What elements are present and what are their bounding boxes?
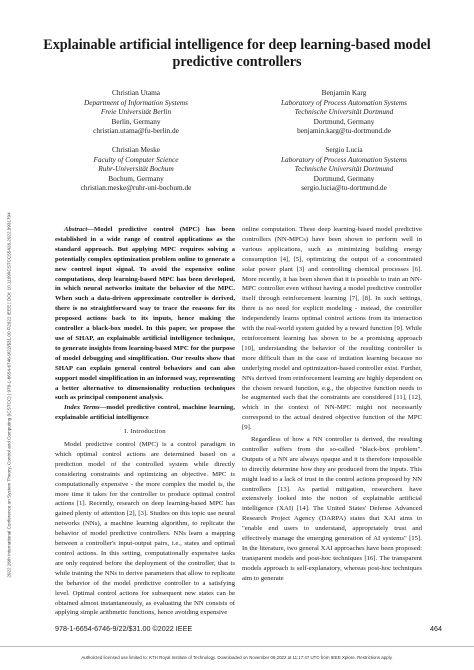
author-name: Sergio Lucia <box>325 145 363 154</box>
author-department: Laboratory of Process Automation Systems <box>280 97 408 107</box>
author-name: Christian Meske <box>111 145 161 154</box>
author-city: Dortmund, Germany <box>313 116 375 126</box>
author-email: sergio.lucia@tu-dortmund.de <box>301 183 387 193</box>
author-block <box>254 145 434 193</box>
author-name: Benjamin Karg <box>321 88 367 97</box>
body-paragraph: Model predictive control (MPC) is a control paradigm in which optimal control actions are determined based on a prediction model of the controlled system while directly considering constraints and optimizing an objective. MPC is computationally expensive - the more complex the model is, the more time it takes for the controller to produce optimal control actions [1]. Recently, research on deep learning-based MPC has gained plenty of attention [2], [3]. Studies on this topic use neural networks (NNs), a machine learning algorithm, to replicate the behavior of model predictive controllers. NNs learn a mapping between a controller's input-output pairs, i.e., states and optimal control actions. In this setting, computationally expensive tasks are only required before the deployment of the controller, that is while training the NNs to derive parameters that allow to replicate the behavior of the model predictive controller to a satisfying level. Optimal control actions for subsequent new states can be obtained almost instantaneously, as evaluating the NN consists of applying simple arithmetic functions, hence avoiding expensive <box>55 441 235 617</box>
author-block <box>46 88 226 136</box>
author-organization: Technische Universität Dortmund <box>294 107 394 117</box>
index-terms <box>55 403 235 423</box>
author-department: Department of Information Systems <box>84 97 188 107</box>
author-city: Bochum, Germany <box>108 173 164 183</box>
side-identifier-text: 2022 26th International Conference on System Theory, Control and Computing (ICSTCC) | 978-1-6654-6746-9/22/$31.00 ©2022 IEEE | DOI: 10.1109/ICSTCC55426.2022.9931794 <box>6 212 12 578</box>
author-block <box>254 88 434 136</box>
left-column <box>55 225 235 618</box>
index-terms-label: Index Terms <box>64 404 100 412</box>
author-department: Laboratory of Process Automation Systems <box>280 154 408 164</box>
body-paragraph: online computation. These deep learning-based model predictive controllers (NN-MPCs) have been shown to perform well in various applications, such as minimizing building energy consumption [4], [5], optimizing the output of a concentrated solar power plant [3] and controlling chemical processes [6]. More recently, it has been shown that it is possible to train an NN-MPC controller even without having a model predictive controller itself through reinforcement learning [7], [8]. In such settings, there is no need for explicit modeling - instead, the controller independently learns optimal control actions from its interaction with the real-world system guided by a reward function [9]. While reinforcement learning has shown to be a promising approach [10], understanding the behavior of the resulting controller is more difficult than in the case of imitation learning because no underlying model and optimization-based controller exist. Further, NNs derived from reinforcement learning are highly dependent on the chosen reward function, e.g., the objective function needs to be augmented such that the constraints are considered [11], [12], which in the context of NN-MPC might not necessarily correspond to the actual desired objective function of the MPC [9]. <box>242 226 422 432</box>
section-heading: I. Introduction <box>124 428 166 436</box>
author-city: Berlin, Germany <box>111 116 161 126</box>
paper-title: Explainable artificial intelligence for deep learning-based model predictive controllers <box>43 37 431 70</box>
author-block <box>46 145 226 193</box>
abstract-label: Abstract <box>64 226 88 233</box>
author-organization: Freie Universität Berlin <box>100 107 172 117</box>
footer-divider <box>0 646 474 647</box>
author-email: christian.utama@fu-berlin.de <box>93 126 179 136</box>
footer-copyright: 978-1-6654-6746-9/22/$31.00 ©2022 IEEE <box>55 624 193 633</box>
body-paragraph: Regardless of how a NN controller is derived, the resulting controller suffers from the so-called "black-box problem". Outputs of a NN are always opaque and it is therefore impossible to directly determine how they are produced from the inputs. This might lead to a lack of trust in the control actions proposed by NN controllers [13]. As partial mitigation, researchers have extensively looked into the notion of explainable artificial intelligence (XAI) [14]. The United States' Defense Advanced Research Project Agency (DARPA) states that XAI aims to "enable end users to understand, appropriately trust and effectively manage the emerging generation of AI systems" [15]. In the literature, two general XAI approaches have been proposed: transparent models and post-hoc techniques [16]. The transparent models approach is self-explanatory, whereas post-hoc techniques aim to generate <box>242 436 422 582</box>
author-email: christian.meske@ruhr-uni-bochum.de <box>80 183 192 193</box>
author-organization: Technische Universität Dortmund <box>294 164 394 174</box>
side-identifier <box>4 135 14 655</box>
index-terms-text: —model predictive control, machine learning, explainable artificial intelligence <box>55 404 235 422</box>
right-column <box>242 225 422 584</box>
page-number: 464 <box>430 624 442 633</box>
author-city: Dortmund, Germany <box>313 173 375 183</box>
author-email: benjamin.karg@tu-dortmund.de <box>297 126 391 136</box>
author-organization: Ruhr-Universität Bochum <box>98 164 174 174</box>
author-department: Faculty of Computer Science <box>93 154 179 164</box>
abstract-text: —Model predictive control (MPC) has been established in a wide range of control applications as the standard approach. But applying MPC requires solving a potentially complex optimization problem online to generate a new control input signal. To avoid the expensive online computations, deep learning-based MPC has been developed, in which neural networks imitate the behavior of the MPC. When such a data-driven approximate controller is derived, there is no straightforward way to trace the reasons for its proposed actions back to its inputs, hence making the controller a black-box model. In this paper, we propose the use of SHAP, an explainable artificial intelligence technique, to generate insights from learning-based MPC for the purpose of model debugging and simplification. Our results show that SHAP can explain general control behaviors and can also support model simplification in an informed way, representing a better alternative to dimensionality reduction techniques such as principal component analysis. <box>55 226 235 402</box>
license-notice: Authorized licensed use limited to: KTH Royal Institute of Technology. Downloaded on November 09,2022 at 11:17:47 UTC from IEEE Xplore. Restrictions apply. <box>81 655 393 660</box>
abstract <box>55 225 235 403</box>
author-name: Christian Utama <box>111 88 161 97</box>
